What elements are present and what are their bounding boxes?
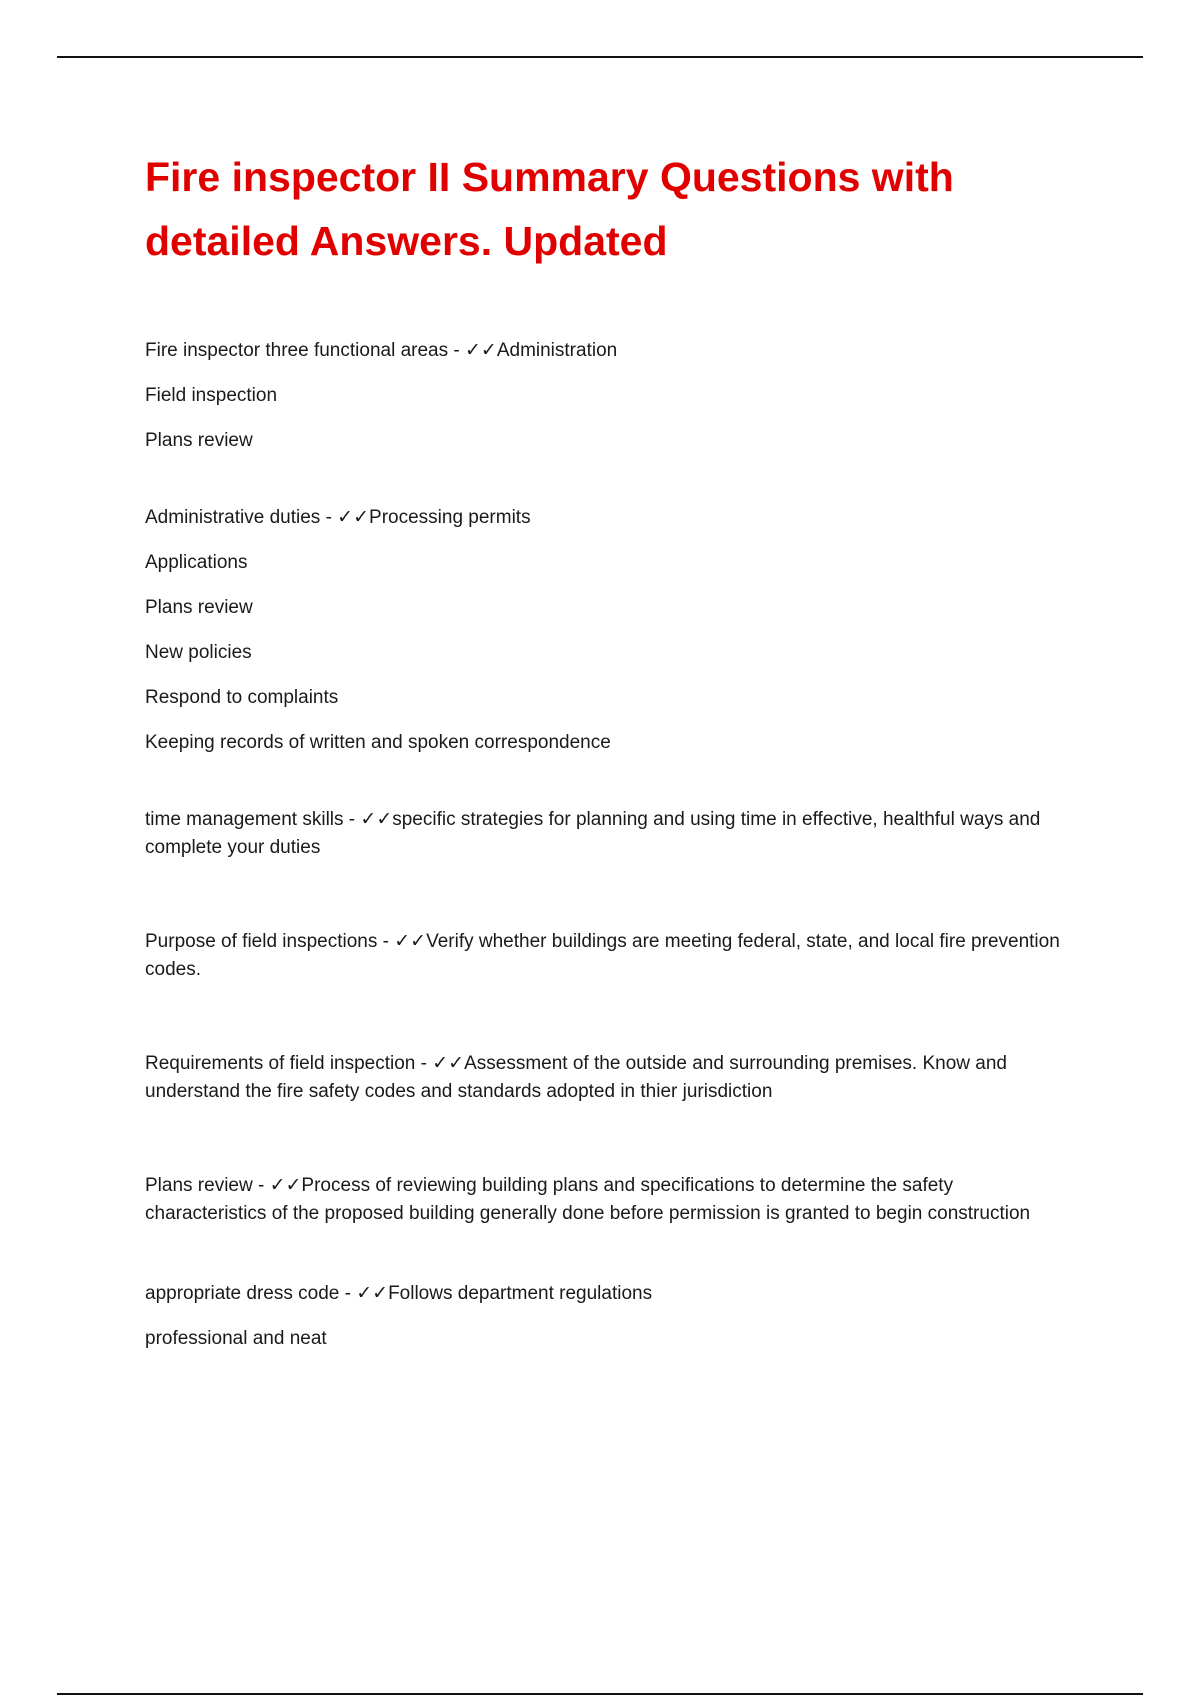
qa-text: Respond to complaints xyxy=(145,687,339,708)
qa-text: Keeping records of written and spoken correspondence xyxy=(145,732,611,753)
qa-text: Fire inspector three functional areas - ✓✓Administration xyxy=(145,340,618,361)
qa-text: Administrative duties - ✓✓Processing permits xyxy=(145,507,531,528)
qa-item-plans-review xyxy=(145,1172,1070,1228)
top-divider xyxy=(57,56,1143,58)
qa-text: time management skills - ✓✓specific strategies for planning and using time in effective, healthful ways and complete your duties xyxy=(145,809,1041,858)
qa-item-administrative-duties xyxy=(145,504,1070,757)
qa-text: New policies xyxy=(145,642,252,663)
qa-item-dress-code xyxy=(145,1280,1070,1353)
qa-list xyxy=(145,337,1070,1353)
document-title: Fire inspector II Summary Questions with detailed Answers. Updated xyxy=(145,154,954,264)
qa-item-functional-areas xyxy=(145,337,1070,455)
qa-text: appropriate dress code - ✓✓Follows department regulations xyxy=(145,1283,653,1304)
qa-text: Field inspection xyxy=(145,385,278,406)
qa-item-time-management xyxy=(145,806,1070,862)
qa-text: Applications xyxy=(145,552,248,573)
qa-text: Plans review xyxy=(145,430,253,451)
qa-item-purpose-field-inspections xyxy=(145,928,1070,984)
qa-text: professional and neat xyxy=(145,1328,327,1349)
qa-text: Purpose of field inspections - ✓✓Verify whether buildings are meeting federal, state, and local fire prevention codes. xyxy=(145,931,1060,980)
qa-item-requirements-field-inspection xyxy=(145,1050,1070,1106)
qa-text: Plans review - ✓✓Process of reviewing building plans and specifications to determine the safety characteristics of the proposed building generally done before permission is granted to begin construction xyxy=(145,1175,1031,1224)
bottom-divider xyxy=(57,1693,1143,1695)
qa-text: Requirements of field inspection - ✓✓Assessment of the outside and surrounding premises. Know and understand the fire safety codes and standards adopted in thier jurisdiction xyxy=(145,1053,1007,1102)
qa-text: Plans review xyxy=(145,597,253,618)
